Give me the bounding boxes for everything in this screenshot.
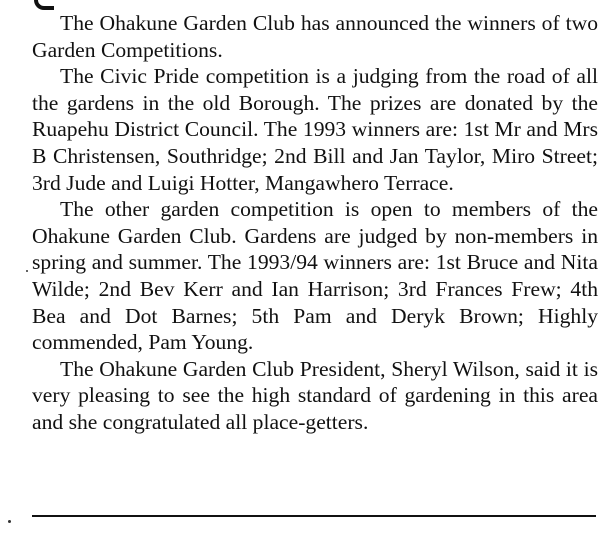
bottom-rule <box>32 515 596 517</box>
print-speck <box>8 520 11 523</box>
paragraph-intro: The Ohakune Garden Club has announced the winners of two Garden Competitions. <box>32 11 598 62</box>
article-body <box>32 10 598 436</box>
print-speck <box>26 270 28 272</box>
paragraph-civic-pride: The Civic Pride competition is a judging from the road of all the gardens in the old Borough. The prizes are donated by the Ruapehu District Council. The 1993 winners are: 1st Mr and Mrs B Christensen, Southridge; 2nd Bill and Jan Taylor, Miro Street; 3rd Jude and Luigi Hotter, Mangawhero Terrace. <box>32 64 598 195</box>
paragraph-club-competition: The other garden competition is open to members of the Ohakune Garden Club. Gardens are judged by non-members in spring and summer. The 1993/94 winners are: 1st Bruce and Nita Wilde; 2nd Bev Kerr and Ian Harrison; 3rd Frances Frew; 4th Bea and Dot Barnes; 5th Pam and Deryk Brown; Highly commended, Pam Young. <box>32 197 598 355</box>
paragraph-president-remarks: The Ohakune Garden Club President, Sheryl Wilson, said it is very pleasing to see the high standard of gardening in this area and she congratulated all place-getters. <box>32 356 598 434</box>
drop-cap-fragment <box>34 0 54 10</box>
